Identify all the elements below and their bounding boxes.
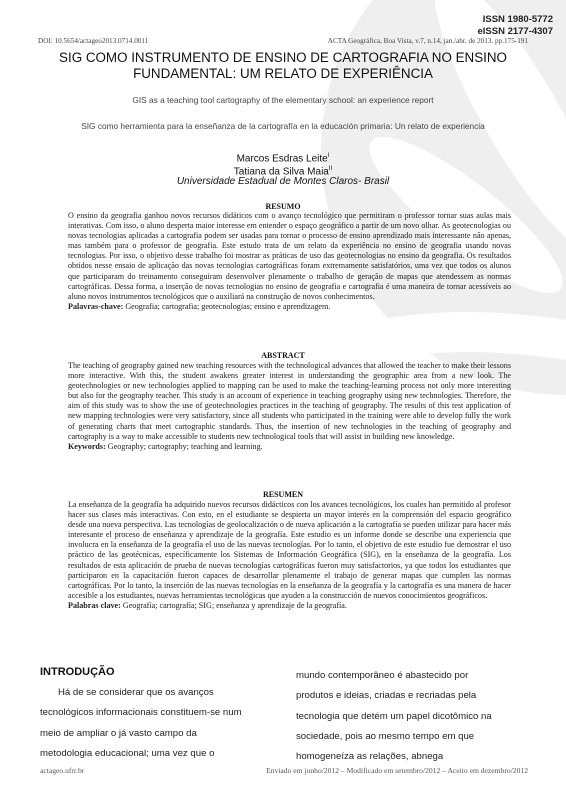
author-2-name: Tatiana da Silva Maia (233, 166, 329, 178)
issn: ISSN 1980-5772 (482, 14, 553, 25)
author-1-affiliation-mark: I (327, 153, 330, 159)
eissn: eISSN 2177-4307 (477, 25, 553, 37)
intro-left-line-1: Há de se considerar que os avanços (58, 687, 214, 698)
subtitle-english: GIS as a teaching tool cartography of the elementary school: an experience report (132, 95, 434, 105)
title-line-2: FUNDAMENTAL: UM RELATO DE EXPERIÊNCIA (133, 65, 433, 81)
doi: DOI: 10.5654/actageo2013.0714.0011 (38, 37, 149, 45)
resumo-section (68, 211, 511, 312)
subtitle-spanish: SIG como herramienta para la enseñanza de la cartografía en la educación primaria: Un relato de experiencia (81, 121, 485, 131)
abstract-body: The teaching of geography gained new teaching resources with the technological advances that allowed the teacher to make their lessons more interactive. With this, the student awakens greater interest in understanding the geographic area from a new look. The geotechnologies or new technologies applied to mapping can be used to make the teaching-learning process not only more interesting but also for the geography teacher. This study is an account of experience in teaching geography using new technologies. Therefore, the aim of this study was to show the use of geotechnologies practices in the teaching of geography. The results of this test application of new mapping technologies were very satisfactory, since all students who participated in the training were able to develop fully the work of generating charts that meet cartographic standards. Thus, the insertion of new technologies in the teaching of geography and cartography is a way to make accessible to students new technological tools that will assist in building new knowledge. (68, 361, 511, 441)
journal-reference: ACTA Geográfica, Boa Vista, v.7, n.14, jan./abr. de 2013. pp.175-191 (327, 37, 528, 45)
title-line-1: SIG COMO INSTRUMENTO DE ENSINO DE CARTOGRAFIA NO ENSINO (59, 50, 507, 65)
article-title (40, 50, 526, 81)
abstract-section (68, 361, 511, 452)
resumen-keywords-label: Palabras clave: (68, 600, 121, 610)
abstract-keywords-label: Keywords: (68, 441, 106, 451)
intro-left-line-3: meio de ampliar o já vasto campo da (40, 727, 197, 739)
intro-right-line-1: mundo contemporâneo é abastecido por (296, 670, 469, 681)
abstract-heading: ABSTRACT (261, 351, 305, 360)
resumen-heading: RESUMEN (262, 490, 303, 499)
page-footer (40, 766, 528, 775)
intro-right-line-3: tecnologia que detém um papel dicotômico na (296, 710, 492, 722)
resumen-keywords: Geografía; cartografía; SIG; enseñanza y aprendizaje de la geografía. (122, 600, 347, 610)
author-1-name: Marcos Esdras Leite (236, 153, 328, 165)
resumo-keywords: Geografia; cartografia; geotecnologias; ensino e aprendizagem. (125, 301, 331, 311)
intro-left-line-2: tecnológicos informacionais constituem-se num (40, 707, 242, 719)
running-header (38, 37, 528, 45)
intro-left-line-4: metodologia educacional; uma vez que o (40, 747, 215, 759)
introduction-right-column (296, 666, 526, 767)
intro-right-line-5: homogeneíza as relações, abnega (296, 751, 444, 763)
issn-block (477, 14, 553, 37)
intro-right-line-2: produtos e ideias, criadas e recriadas pela (296, 690, 477, 702)
introduction-left-column (40, 683, 268, 764)
institution: Universidade Estadual de Montes Claros- Brasil (176, 176, 390, 187)
author-2-affiliation-mark: II (328, 166, 333, 172)
footer-dates: Enviado em junho/2012 – Modificado em setembro/2012 – Aceito em dezembro/2012 (266, 766, 528, 775)
resumo-heading: RESUMO (265, 202, 301, 211)
abstract-keywords: Geography; cartography; teaching and learning. (107, 441, 263, 451)
resumo-keywords-label: Palavras-chave: (68, 301, 124, 311)
intro-right-line-4: sociedade, pois ao mesmo tempo em que (296, 730, 475, 742)
resumo-body: O ensino da geografia ganhou novos recursos didáticos com o avanço tecnológico que permitiram o professor tornar suas aulas mais interativas. Com isso, o aluno desperta maior interesse em entender o espaço geográfico a partir de um novo olhar. As geotecnologias ou novas tecnologias aplicadas a cartografia podem ser usadas para tornar o processo de ensino aprendizado mais interessante não apenas, mas também para o professor de geografia. Este estudo trata de um relato da experiência no ensino de geografia usando novas tecnologias. Por isso, o objetivo desse trabalho foi mostrar as práticas de uso das geotecnologias no ensino da geografia. Os resultados obtidos nesse ensaio de aplicação das novas tecnologias cartográficas foram extremamente satisfatórios, uma vez que todos os alunos que participaram do treinamento conseguiram desenvolver plenamente o trabalho de geração de mapas que atendessem as normas cartográficas. Dessa forma, a inserção de novas tecnologias no ensino de geografia e cartografia é uma maneira de tornar acessíveis ao aluno novos instrumentos tecnológicos que o auxiliará na construção de novos conhecimentos. (68, 211, 511, 301)
resumen-body: La enseñanza de la geografía ha adquirido nuevos recursos didácticos con los avances tecnológicos, los cuales han permitido al profesor hacer sus clases más interactivas. Con esto, en el estudiante se despierta un mayor interés en la comprensión del espacio geográfico desde una nueva perspectiva. Las tecnologías de geolocalización o de nueva aplicación a la cartografía se pueden utilizar para hacer más interesante el proceso de enseñanza y aprendizaje de la geografía. Este estudio es un informe donde se describe una experiencia que involucra en la enseñanza de la geografía el uso de las nuevas tecnologías. Por lo tanto, el objetivo de este estudio fue demostrar el uso práctico de las geotécnicas, específicamente los Sistemas de Información Geográfica (SIG), en la enseñanza de la geografía. Los resultados de esta aplicación de prueba de nuevas tecnologías cartográficas fueron muy satisfactorios, ya que todos los estudiantes que participaron en la capacitación fueron capaces de desarrollar plenamente el trabajo de generar mapas que cumplen las normas cartográficas. Por lo tanto, la inserción de las nuevas tecnologías en la enseñanza de la geografía y la cartografía es una manera de hacer accesible a los estudiantes, nuevas herramientas tecnológicas que ayuden a la construcción de nuevos conocimientos geográficos. (68, 500, 511, 600)
introduction-heading: INTRODUÇÃO (40, 666, 115, 678)
resumen-section (68, 500, 511, 611)
footer-site-link[interactable]: actageo.ufrr.br (40, 766, 85, 775)
